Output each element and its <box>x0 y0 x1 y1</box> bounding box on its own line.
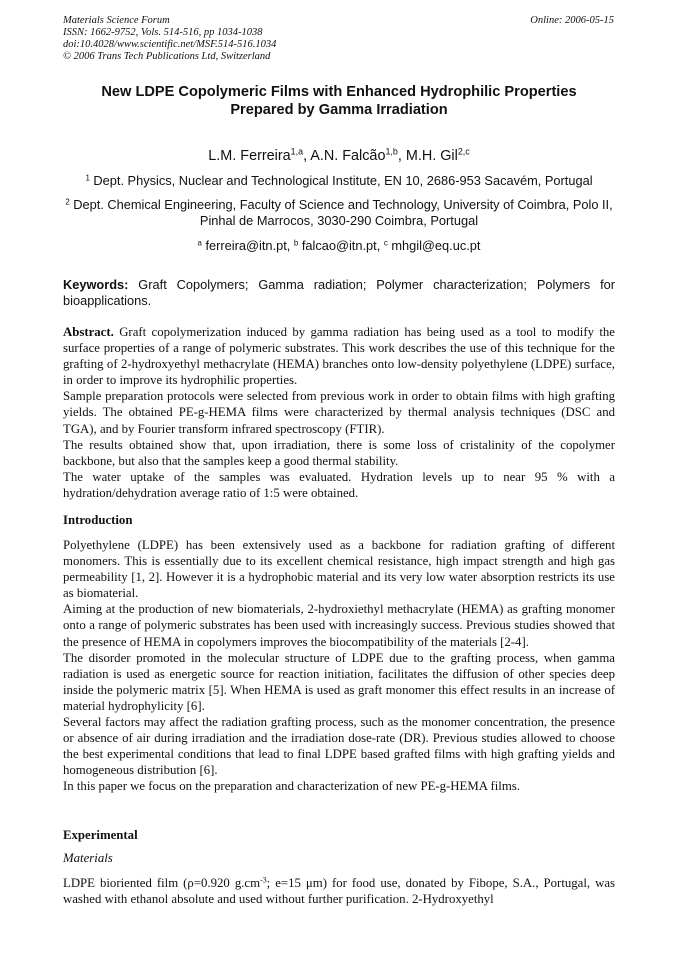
introduction-paragraph: Aiming at the production of new biomaterials, 2-hydroxiethyl methacrylate (HEMA) as grafting monomer onto a range of polymeric substrates has been used with increasingly success. Previous studies showed that the presence of HEMA in copolymers improves the biocompatibility of the materials [2-4]. <box>63 602 615 649</box>
journal-header <box>63 15 276 63</box>
author-affiliation-mark: 1,a <box>290 146 304 157</box>
abstract-label: Abstract. <box>63 325 114 339</box>
email-link[interactable]: ferreira@itn.pt, <box>201 238 294 253</box>
author-separator: , <box>303 148 311 164</box>
author-name: L.M. Ferreira <box>208 148 291 164</box>
keywords-text: Graft Copolymers; Gamma radiation; Polymer characterization; Polymers for bioapplications. <box>63 277 615 308</box>
affiliation-number: 1 <box>85 173 90 183</box>
affiliation-text: Dept. Chemical Engineering, Faculty of Science and Technology, University of Coimbra, Polo II, Pinhal de Marrocos, 3030-290 Coimbra, Portugal <box>69 197 613 228</box>
journal-issn: ISSN: 1662-9752, Vols. 514-516, pp 1034-1038 <box>63 27 263 38</box>
online-date: Online: 2006-05-15 <box>530 15 614 26</box>
keywords-label: Keywords: <box>63 277 129 292</box>
abstract-paragraph: The results obtained show that, upon irradiation, there is some loss of cristalinity of the copolymer backbone, but also that the samples keep a good thermal stability. <box>63 437 615 468</box>
email-link[interactable]: mhgil@eq.uc.pt <box>387 238 481 253</box>
affiliation-1 <box>63 173 615 189</box>
materials-text-start: LDPE bioriented film (ρ=0.920 g.cm <box>63 876 261 890</box>
introduction-heading: Introduction <box>63 513 133 527</box>
materials-text-end: ; e=15 μm) for food use, donated by Fibope, S.A., Portugal, was washed with ethanol absolute and used without further purification. 2-Hydroxyethyl <box>63 876 615 907</box>
introduction-paragraph: Polyethylene (LDPE) has been extensively used as a backbone for radiation grafting of different monomers. This is essentially due to its excellent chemical resistance, high impact strength and high gas permeability [1, 2]. However it is a hydrophobic material and its very low water absorption restricts its use as biomaterial. <box>63 538 615 601</box>
introduction-paragraph: The disorder promoted in the molecular structure of LDPE due to the grafting process, when gamma radiation is used as energetic source for reaction initiation, facilitates the diffusion of other species deep inside the polymeric matrix [5]. When HEMA is used as graft monomer this effect results in an increase of material hydrophylicity [6]. <box>63 650 615 713</box>
journal-doi: doi:10.4028/www.scientific.net/MSF.514-516.1034 <box>63 39 277 50</box>
density-unit-exponent: -3 <box>260 875 267 885</box>
introduction-body <box>63 537 615 795</box>
introduction-paragraph: Several factors may affect the radiation grafting process, such as the monomer concentration, the presence or absence of air during irradiation and the irradiation dose-rate (DR). Previous studies allowed to choose the best experimental conditions that lead to final LDPE based grafted films with high grafting yields and homogeneous distribution [6]. <box>63 715 615 778</box>
email-link[interactable]: falcao@itn.pt, <box>298 238 384 253</box>
keywords <box>63 277 615 309</box>
abstract-text: Graft copolymerization induced by gamma radiation has being used as a tool to modify the surface properties of a range of polymeric substrates. This work describes the use of this technique for the grafting of 2-hydroxyethyl methacrylate (HEMA) branches onto low-density polyethylene (LDPE) surface, in order to improve its hydrophilic properties. <box>63 325 615 388</box>
author-affiliation-mark: 2,c <box>457 146 470 157</box>
journal-name: Materials Science Forum <box>63 15 170 26</box>
email-mark: b <box>293 238 299 248</box>
paper-title <box>63 83 615 119</box>
email-mark: a <box>197 238 202 248</box>
materials-subheading: Materials <box>63 851 113 865</box>
email-mark: c <box>383 238 388 248</box>
introduction-paragraph: In this paper we focus on the preparation and characterization of new PE-g-HEMA films. <box>63 779 520 794</box>
title-line-2: Prepared by Gamma Irradiation <box>230 102 448 118</box>
author-list <box>63 147 615 165</box>
abstract-paragraph: The water uptake of the samples was evaluated. Hydration levels up to near 95 % with a hydration/dehydration average ratio of 1:5 were obtained. <box>63 469 615 500</box>
title-line-1: New LDPE Copolymeric Films with Enhanced Hydrophilic Properties <box>101 84 577 100</box>
affiliation-number: 2 <box>65 197 70 207</box>
abstract-paragraph <box>63 324 615 388</box>
author-separator: , <box>397 148 406 164</box>
materials-paragraph <box>63 875 615 907</box>
abstract-paragraph: Sample preparation protocols were selected from previous work in order to obtain films with high grafting yields. The obtained PE-g-HEMA films were characterized by thermal analysis techniques (DSC and TGA), and by Fourier transform infrared spectroscopy (FTIR). <box>63 389 615 436</box>
affiliation-text: Dept. Physics, Nuclear and Technological Institute, EN 10, 2686-953 Sacavém, Portugal <box>89 173 593 188</box>
journal-copyright: © 2006 Trans Tech Publications Ltd, Switzerland <box>63 51 271 62</box>
affiliation-2 <box>63 197 615 229</box>
author-name: A.N. Falcão <box>310 148 386 164</box>
author-emails <box>63 238 615 254</box>
experimental-heading: Experimental <box>63 828 138 842</box>
abstract <box>63 324 615 501</box>
author-affiliation-mark: 1,b <box>385 146 398 157</box>
materials-body <box>63 875 615 907</box>
author-name: M.H. Gil <box>405 148 458 164</box>
